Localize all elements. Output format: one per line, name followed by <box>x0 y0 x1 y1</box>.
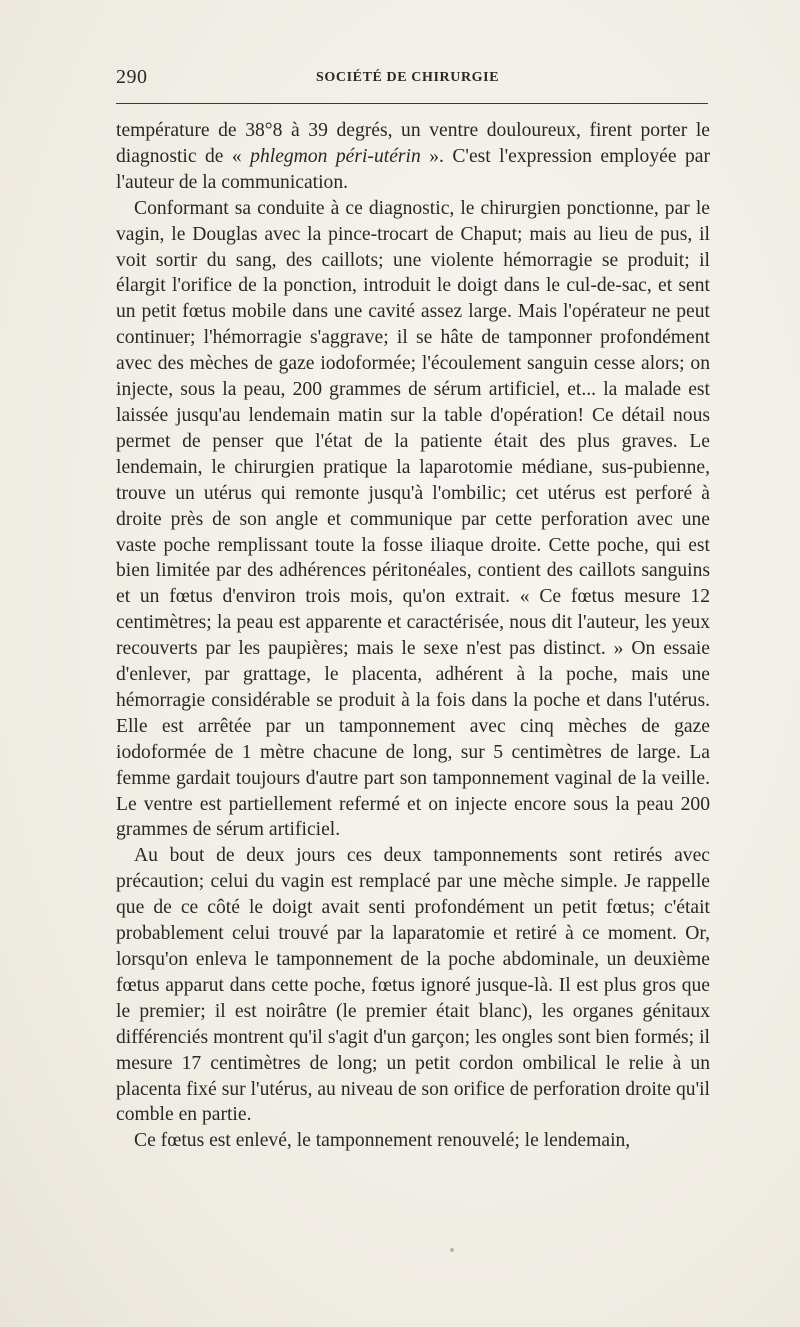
paragraph-2: Conformant sa conduite à ce diagnostic, le chirurgien ponctionne, par le vagin, le Douglas avec la pince-trocart de Chaput; mais au lieu de pus, il voit sortir du sang, des caillots; une violente hémorragie se produit; il élargit l'orifice de la ponction, introduit le doigt dans le cul-de-sac, et sent un petit fœtus mobile dans une cavité assez large. Mais l'opérateur ne peut continuer; l'hémorragie s'aggrave; il se hâte de tamponner profondément avec des mèches de gaze iodoformée; l'écoulement sanguin cesse alors; on injecte, sous la peau, 200 grammes de sérum artificiel, et... la malade est laissée jusqu'au lendemain matin sur la table d'opération! Ce détail nous permet de penser que l'état de la patiente était des plus graves. Le lendemain, le chirurgien pratique la laparotomie médiane, sus-pubienne, trouve un utérus qui remonte jusqu'à l'ombilic; cet utérus est perforé à droite près de son angle et communique par cette perforation avec une vaste poche remplissant toute la fosse iliaque droite. Cette poche, qui est bien limitée par des adhérences péritonéales, contient des caillots sanguins et un fœtus d'environ trois mois, qu'on extrait. « Ce fœtus mesure 12 centimètres; la peau est apparente et caractérisée, nous dit l'auteur, les yeux recouverts par les paupières; mais le sexe n'est pas distinct. » On essaie d'enlever, par grattage, le placenta, adhérent à la poche, mais une hémorragie considérable se produit à la fois dans la poche et dans l'utérus. Elle est arrêtée par un tamponnement avec cinq mèches de gaze iodoformée de 1 mètre chacune de long, sur 5 centimètres de large. La femme gardait toujours d'autre part son tamponnement vaginal de la veille. Le ventre est partiellement refermé et on injecte encore sous la peau 200 grammes de sérum artificiel. <box>116 197 710 841</box>
running-head: SOCIÉTÉ DE CHIRURGIE <box>316 70 500 85</box>
paragraph-1-after: ». C'est l'expression employée par l'auteur de la communication. <box>116 145 710 193</box>
paragraph-3: Au bout de deux jours ces deux tamponnements sont retirés avec précaution; celui du vagin est remplacé par une mèche simple. Je rappelle que de ce côté le doigt avait senti profondément un petit fœtus; c'était probablement celui trouvé par la laparatomie et retiré à ce moment. Or, lorsqu'on enleva le tamponnement de la poche abdominale, un deuxième fœtus apparut dans cette poche, fœtus ignoré jusque-là. Il est plus gros que le premier; il est noirâtre (le premier était blanc), les organes génitaux différenciés montrent qu'il s'agit d'un garçon; les ongles sont bien formés; il mesure 17 centimètres de long; un petit cordon ombilical le relie à un placenta fixé sur l'utérus, au niveau de son orifice de perforation droite qu'il comble en partie. <box>116 845 710 1126</box>
page-number: 290 <box>116 66 148 88</box>
body-text <box>116 118 710 1154</box>
paragraph-1-before: température de 38°8 à 39 degrés, un ventre douloureux, firent porter le diagnostic de « <box>116 120 710 167</box>
paragraph-4: Ce fœtus est enlevé, le tamponnement renouvelé; le lendemain, <box>134 1130 631 1152</box>
header-rule <box>116 103 708 104</box>
paper-speck <box>450 1248 454 1252</box>
page-header <box>116 62 708 98</box>
paragraph-1-italic: phlegmon péri-utérin <box>250 145 421 167</box>
paragraph-1 <box>116 118 710 196</box>
